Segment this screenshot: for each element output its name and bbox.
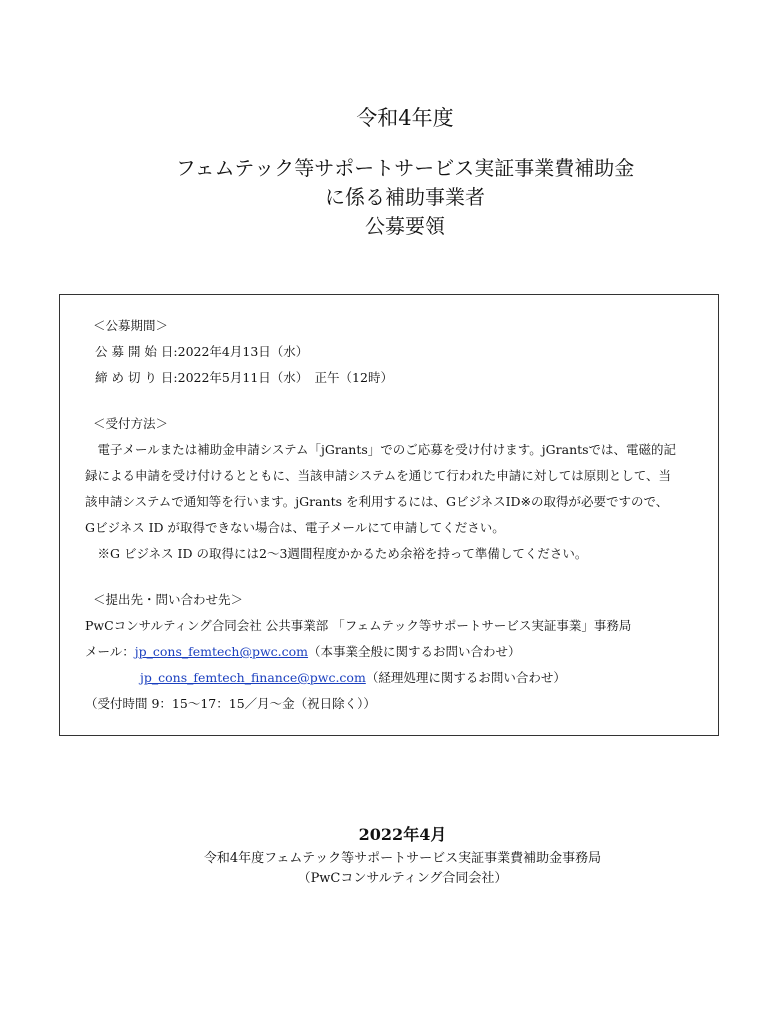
email-finance-note: （経理処理に関するお問い合わせ） — [365, 670, 566, 685]
deadline-label: 締 め 切 り 日 — [95, 370, 174, 385]
issue-date: 2022年4月 — [358, 825, 447, 844]
fiscal-year-title: 令和4年度 — [356, 106, 454, 130]
method-text-line: 該申請システムで通知等を行います。jGrants を利用するには、GビジネスID※の取得が必要ですので、 — [85, 494, 669, 509]
issuing-office: 令和4年度フェムテック等サポートサービス実証事業費補助金事務局 — [203, 851, 602, 866]
email-general-note: （本事業全般に関するお問い合わせ） — [308, 644, 521, 659]
contact-organization: PwCコンサルティング合同会社 公共事業部 「フェムテック等サポートサービス実証事業」事務局 — [85, 618, 632, 633]
method-heading: ＜受付方法＞ — [93, 416, 169, 431]
method-text-line: 電子メールまたは補助金申請システム「jGrants」でのご応募を受け付けます。jGrantsでは、電磁的記 — [85, 442, 677, 457]
document-footer — [0, 824, 770, 889]
email-row-general — [85, 639, 696, 665]
period-heading: ＜公募期間＞ — [93, 318, 169, 333]
start-date-value: :2022年4月13日（水） — [173, 344, 309, 359]
application-info-box — [59, 294, 719, 736]
office-hours: （受付時間 9：15～17：15／月～金（祝日除く）） — [85, 696, 376, 711]
email-link-finance[interactable]: jp_cons_femtech_finance@pwc.com — [140, 670, 366, 685]
document-title-block — [0, 104, 770, 241]
subsidy-title-line1: フェムテック等サポートサービス実証事業費補助金 — [175, 156, 635, 180]
email-link-general[interactable]: jp_cons_femtech@pwc.com — [134, 644, 309, 659]
deadline-row — [85, 365, 696, 391]
contact-heading: ＜提出先・問い合わせ先＞ — [93, 592, 244, 607]
method-text-line: 録による申請を受け付けるとともに、当該申請システムを通じて行われた申請に対しては原則として、当 — [85, 468, 672, 483]
method-note-line: ※G ビジネス ID の取得には2～3週間程度かかるため余裕を持って準備してください。 — [85, 546, 588, 561]
start-date-label: 公 募 開 始 日 — [95, 344, 174, 359]
issuing-company: （PwCコンサルティング合同会社） — [297, 871, 508, 886]
document-type-title: 公募要領 — [365, 214, 445, 238]
subsidy-title-line2: に係る補助事業者 — [325, 185, 485, 209]
mail-label: メール： — [85, 644, 135, 659]
method-text-line: Gビジネス ID が取得できない場合は、電子メールにて申請してください。 — [85, 520, 505, 535]
email-row-finance — [85, 665, 696, 691]
section-gap — [85, 391, 696, 411]
deadline-value: :2022年5月11日（水） 正午（12時） — [173, 370, 393, 385]
start-date-row — [85, 339, 696, 365]
section-gap — [85, 567, 696, 587]
